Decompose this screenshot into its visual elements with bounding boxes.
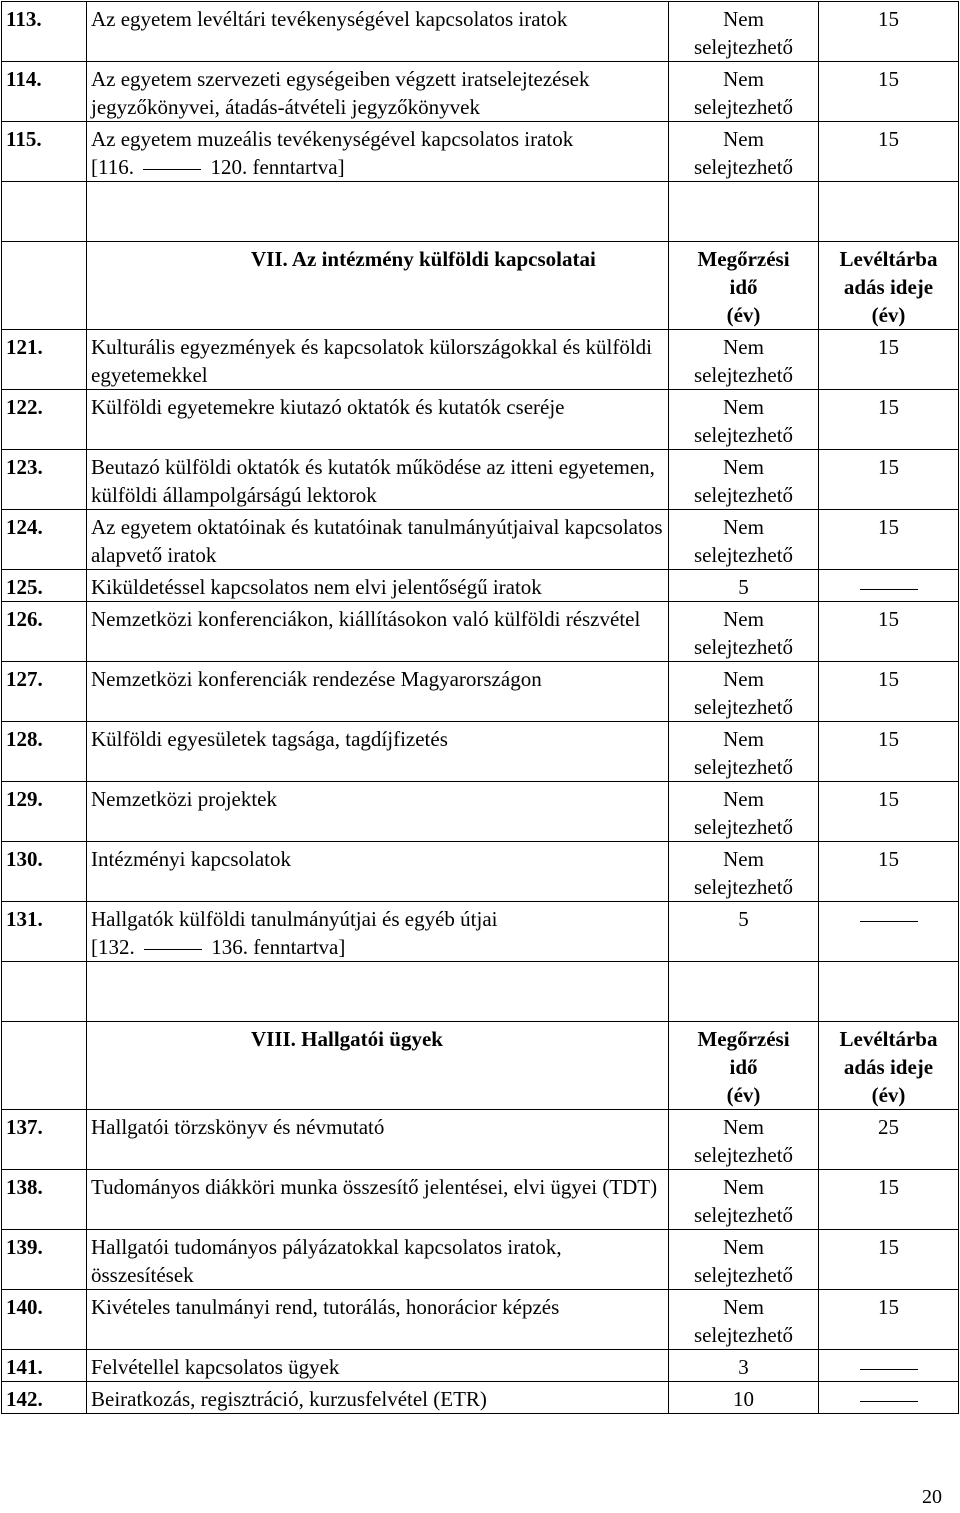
row-description: Az egyetem oktatóinak és kutatóinak tanulmányútjaival kapcsolatos alapvető iratok [87, 510, 669, 570]
row-description: Intézményi kapcsolatok [87, 842, 669, 902]
retention-period: Nem selejtezhető [669, 662, 819, 722]
row-number: 129. [2, 782, 87, 842]
row-description: Nemzetközi projektek [87, 782, 669, 842]
range-dash [143, 169, 201, 170]
retention-period: Nem selejtezhető [669, 1230, 819, 1290]
archive-transfer [819, 1382, 959, 1414]
row-description: Nemzetközi konferenciák rendezése Magyarországon [87, 662, 669, 722]
row-number: 140. [2, 1290, 87, 1350]
archive-transfer: 15 [819, 330, 959, 390]
archive-transfer: 15 [819, 510, 959, 570]
table-row [2, 62, 959, 122]
archive-transfer [819, 902, 959, 962]
spacer-row [2, 182, 959, 242]
row-number: 121. [2, 330, 87, 390]
retention-period: Nem selejtezhető [669, 1170, 819, 1230]
table-row [2, 842, 959, 902]
table-row [2, 330, 959, 390]
row-number: 131. [2, 902, 87, 962]
row-description: Kivételes tanulmányi rend, tutorálás, honorácior képzés [87, 1290, 669, 1350]
row-description: Hallgatói tudományos pályázatokkal kapcsolatos iratok, összesítések [87, 1230, 669, 1290]
archive-transfer: 15 [819, 842, 959, 902]
archive-transfer: 15 [819, 62, 959, 122]
archive-transfer: 25 [819, 1110, 959, 1170]
table-row [2, 782, 959, 842]
archive-header: Levéltárba adás ideje (év) [819, 1022, 959, 1110]
archive-transfer: 15 [819, 1290, 959, 1350]
retention-period: Nem selejtezhető [669, 450, 819, 510]
retention-period: Nem selejtezhető [669, 842, 819, 902]
row-description: Az egyetem szervezeti egységeiben végzett iratselejtezések jegyzőkönyvei, átadás-átvételi jegyzőkönyvek [87, 62, 669, 122]
archive-transfer [819, 1350, 959, 1382]
page-number: 20 [922, 1486, 942, 1508]
row-number: 126. [2, 602, 87, 662]
dash-mark [860, 1401, 918, 1402]
table-row [2, 510, 959, 570]
row-description: Felvétellel kapcsolatos ügyek [87, 1350, 669, 1382]
archive-transfer: 15 [819, 602, 959, 662]
reserved-range: [132. 136. fenntartva] [91, 935, 346, 959]
row-description: Külföldi egyetemekre kiutazó oktatók és kutatók cseréje [87, 390, 669, 450]
row-number: 139. [2, 1230, 87, 1290]
row-number: 124. [2, 510, 87, 570]
retention-period: Nem selejtezhető [669, 1110, 819, 1170]
retention-period: Nem selejtezhető [669, 722, 819, 782]
spacer-row [2, 962, 959, 1022]
retention-schedule-table [1, 1, 959, 1414]
retention-period: Nem selejtezhető [669, 1290, 819, 1350]
row-number: 122. [2, 390, 87, 450]
table-row [2, 1170, 959, 1230]
row-number: 141. [2, 1350, 87, 1382]
retention-period: Nem selejtezhető [669, 122, 819, 182]
row-number: 128. [2, 722, 87, 782]
table-row [2, 602, 959, 662]
row-number: 125. [2, 570, 87, 602]
section-header-row [2, 242, 959, 330]
table-row [2, 122, 959, 182]
row-description: Beutazó külföldi oktatók és kutatók működése az itteni egyetemen, külföldi állampolgárságú lektorok [87, 450, 669, 510]
archive-transfer: 15 [819, 1170, 959, 1230]
row-description: Beiratkozás, regisztráció, kurzusfelvétel (ETR) [87, 1382, 669, 1414]
row-number: 114. [2, 62, 87, 122]
row-description: Kulturális egyezmények és kapcsolatok külországokkal és külföldi egyetemekkel [87, 330, 669, 390]
row-description: Hallgatók külföldi tanulmányútjai és egyéb útjai [132. 136. fenntartva] [87, 902, 669, 962]
row-number: 127. [2, 662, 87, 722]
retention-period: Nem selejtezhető [669, 602, 819, 662]
row-number: 142. [2, 1382, 87, 1414]
section-title: VIII. Hallgatói ügyek [251, 1027, 443, 1051]
section-header-row [2, 1022, 959, 1110]
retention-period: 5 [669, 902, 819, 962]
table-row [2, 390, 959, 450]
row-description: Kiküldetéssel kapcsolatos nem elvi jelentőségű iratok [87, 570, 669, 602]
retention-period: 10 [669, 1382, 819, 1414]
table-row [2, 1382, 959, 1414]
range-dash [144, 949, 202, 950]
archive-transfer: 15 [819, 662, 959, 722]
table-row [2, 570, 959, 602]
retention-period: Nem selejtezhető [669, 510, 819, 570]
row-description: Tudományos diákköri munka összesítő jelentései, elvi ügyei (TDT) [87, 1170, 669, 1230]
row-number: 130. [2, 842, 87, 902]
row-description: Az egyetem muzeális tevékenységével kapcsolatos iratok [116. 120. fenntartva] [87, 122, 669, 182]
retention-header: Megőrzési idő (év) [669, 1022, 819, 1110]
archive-transfer: 15 [819, 2, 959, 62]
table-row [2, 1110, 959, 1170]
table-row [2, 1230, 959, 1290]
table-row [2, 722, 959, 782]
table-row [2, 1350, 959, 1382]
retention-period: Nem selejtezhető [669, 782, 819, 842]
archive-transfer: 15 [819, 782, 959, 842]
retention-header: Megőrzési idő (év) [669, 242, 819, 330]
row-number: 113. [2, 2, 87, 62]
row-description: Az egyetem levéltári tevékenységével kapcsolatos iratok [87, 2, 669, 62]
archive-transfer [819, 570, 959, 602]
dash-mark [860, 1369, 918, 1370]
dash-mark [860, 589, 918, 590]
table-row [2, 1290, 959, 1350]
archive-transfer: 15 [819, 722, 959, 782]
archive-transfer: 15 [819, 122, 959, 182]
row-number: 138. [2, 1170, 87, 1230]
row-number: 137. [2, 1110, 87, 1170]
table-row [2, 450, 959, 510]
dash-mark [860, 921, 918, 922]
row-description: Nemzetközi konferenciákon, kiállításokon való külföldi részvétel [87, 602, 669, 662]
reserved-range: [116. 120. fenntartva] [91, 155, 345, 179]
section-title: VII. Az intézmény külföldi kapcsolatai [251, 247, 596, 271]
table-row [2, 2, 959, 62]
table-row [2, 662, 959, 722]
retention-period: Nem selejtezhető [669, 2, 819, 62]
retention-period: Nem selejtezhető [669, 62, 819, 122]
retention-period: 3 [669, 1350, 819, 1382]
retention-period: Nem selejtezhető [669, 330, 819, 390]
archive-transfer: 15 [819, 1230, 959, 1290]
table-row [2, 902, 959, 962]
retention-period: Nem selejtezhető [669, 390, 819, 450]
row-description: Külföldi egyesületek tagsága, tagdíjfizetés [87, 722, 669, 782]
row-description: Hallgatói törzskönyv és névmutató [87, 1110, 669, 1170]
archive-transfer: 15 [819, 450, 959, 510]
archive-header: Levéltárba adás ideje (év) [819, 242, 959, 330]
row-number: 123. [2, 450, 87, 510]
row-number: 115. [2, 122, 87, 182]
retention-period: 5 [669, 570, 819, 602]
archive-transfer: 15 [819, 390, 959, 450]
